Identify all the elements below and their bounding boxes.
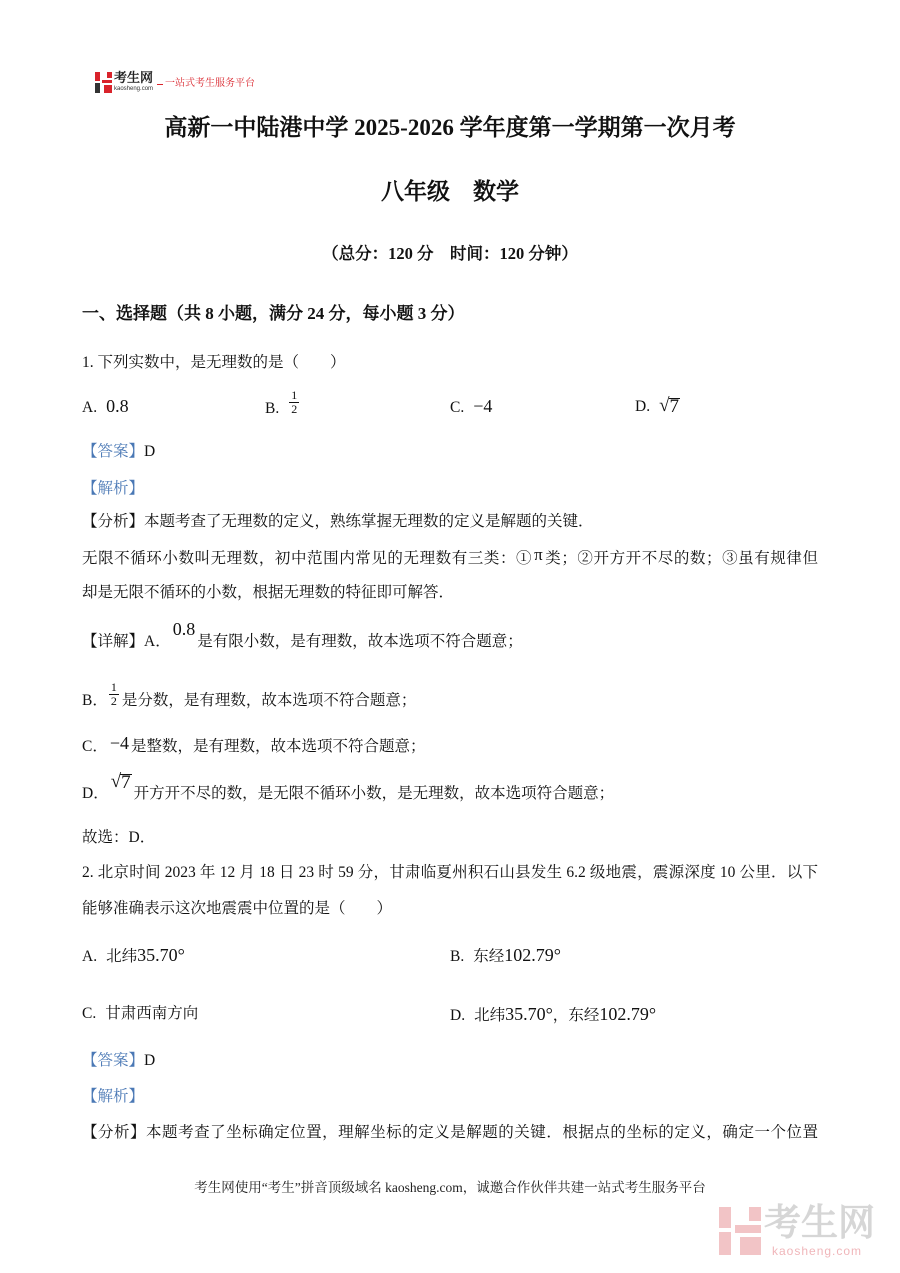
q2-stem-line2: 能够准确表示这次地震震中位置的是（ ） xyxy=(82,900,393,917)
detail-text: 开方开不尽的数，是无限不循环小数，是无理数，故本选项符合题意； xyxy=(133,785,615,802)
radical-sign: √ xyxy=(659,395,670,416)
analysis-text: 类；②开方开不尽的数；③虽有规律但 xyxy=(544,550,818,567)
option-value: 102.79° xyxy=(599,1004,657,1024)
fraction-denominator: 2 xyxy=(291,402,298,416)
detail-math: −4 xyxy=(109,733,129,753)
exam-title: 高新一中陆港中学 2025-2026 学年度第一学期第一次月考 xyxy=(164,115,736,140)
option-label: B. xyxy=(265,400,280,418)
option-label: C. xyxy=(82,1005,97,1022)
q2-option-b xyxy=(450,945,561,967)
option-label: A. xyxy=(82,399,98,416)
fraction xyxy=(289,389,299,416)
detail-prefix: D． xyxy=(82,785,109,802)
pi-symbol: π xyxy=(534,545,543,564)
q1-conclusion: 故选：D． xyxy=(82,829,156,846)
q1-analysis-line2 xyxy=(82,545,818,569)
option-label: A. xyxy=(82,948,98,965)
q1-stem: 1. 下列实数中，是无理数的是（ ） xyxy=(82,354,346,371)
detail-text: 是分数，是有理数，故本选项不符合题意； xyxy=(121,692,417,710)
kaosheng-logo-icon xyxy=(95,72,112,93)
radical-sign: √ xyxy=(110,771,122,792)
fraction xyxy=(109,681,119,708)
square-root xyxy=(111,772,132,792)
option-text: 北纬 xyxy=(106,948,138,965)
exam-subtitle: 八年级 数学 xyxy=(381,179,519,204)
option-value: 102.79° xyxy=(504,945,561,965)
radicand: 7 xyxy=(121,772,131,793)
detail-text: 是有限小数，是有理数，故本选项不符合题意； xyxy=(197,633,523,650)
answer-value: D xyxy=(144,1052,156,1069)
logo-domain: kaosheng.com xyxy=(114,86,154,92)
detail-prefix: 【详解】A． xyxy=(82,633,171,650)
q1-detail-b xyxy=(82,680,417,715)
fraction-denominator: 2 xyxy=(110,694,117,708)
kaosheng-watermark-icon xyxy=(718,1206,762,1256)
option-text: 北纬 xyxy=(474,1007,506,1024)
q2-answer xyxy=(82,1051,155,1071)
q2-analysis-line1: 【分析】本题考查了坐标确定位置，理解坐标的定义是解题的关键．根据点的坐标的定义，确定一个位置 xyxy=(82,1124,818,1141)
option-label: D. xyxy=(450,1007,466,1024)
analysis-text: 无限不循环小数叫无理数，初中范围内常见的无理数有三类：① xyxy=(82,550,533,567)
q1-detail-d xyxy=(82,771,615,804)
q1-detail-a xyxy=(82,619,523,652)
q1-option-c xyxy=(450,396,492,418)
option-value: 0.8 xyxy=(106,396,129,416)
logo-slogan: 一站式考生服务平台 xyxy=(165,78,255,89)
q1-solution-label: 【解析】 xyxy=(82,480,145,497)
logo-name: 考生网 xyxy=(114,70,154,85)
option-separator: ， xyxy=(552,1007,569,1024)
q1-answer xyxy=(82,442,155,462)
square-root xyxy=(659,396,680,416)
detail-prefix: B． xyxy=(82,692,108,710)
detail-math: 0.8 xyxy=(172,619,196,639)
option-value: −4 xyxy=(473,396,493,416)
radicand: 7 xyxy=(669,396,680,417)
watermark-name: 考生网 xyxy=(764,1202,875,1243)
q2-option-c xyxy=(82,1004,198,1024)
fraction-numerator: 1 xyxy=(110,680,117,694)
fraction-numerator: 1 xyxy=(291,388,298,402)
option-label: D. xyxy=(635,398,651,415)
detail-prefix: C． xyxy=(82,738,108,755)
answer-value: D xyxy=(144,443,156,460)
option-label: B. xyxy=(450,948,465,965)
q2-option-d xyxy=(450,1004,656,1026)
q1-analysis-line3: 却是无限不循环的小数，根据无理数的特征即可解答． xyxy=(82,584,455,601)
option-text: 东经 xyxy=(473,948,505,965)
q1-option-d xyxy=(635,396,680,417)
watermark-domain: kaosheng.com xyxy=(772,1244,863,1258)
option-text: 甘肃西南方向 xyxy=(105,1005,199,1022)
q1-detail-c xyxy=(82,735,426,757)
detail-text: 是整数，是有理数，故本选项不符合题意； xyxy=(131,738,426,755)
page-footer: 考生网使用“考生”拼音顶级域名 kaosheng.com，诚邀合作伙伴共建一站式考生服务平台 xyxy=(194,1180,706,1195)
q1-option-b xyxy=(265,388,302,423)
q1-option-a xyxy=(82,396,129,418)
q2-solution-label: 【解析】 xyxy=(82,1088,145,1105)
option-text: 东经 xyxy=(568,1007,600,1024)
q2-stem-line1: 2. 北京时间 2023 年 12 月 18 日 23 时 59 分，甘肃临夏州积石山县发生 6.2 级地震，震源深度 10 公里．以下 xyxy=(82,864,818,881)
answer-label: 【答案】 xyxy=(82,443,145,460)
q2-option-a xyxy=(82,945,185,967)
score-info: （总分：120 分 时间：120 分钟） xyxy=(322,244,578,263)
option-value: 35.70° xyxy=(137,945,185,965)
q1-analysis-line1: 【分析】本题考查了无理数的定义，熟练掌握无理数的定义是解题的关键． xyxy=(82,513,594,530)
logo-dash-divider xyxy=(157,84,163,85)
section-heading: 一、选择题（共 8 小题，满分 24 分，每小题 3 分） xyxy=(82,304,465,323)
option-label: C. xyxy=(450,399,465,416)
option-value: 35.70° xyxy=(505,1004,553,1024)
answer-label: 【答案】 xyxy=(82,1052,145,1069)
